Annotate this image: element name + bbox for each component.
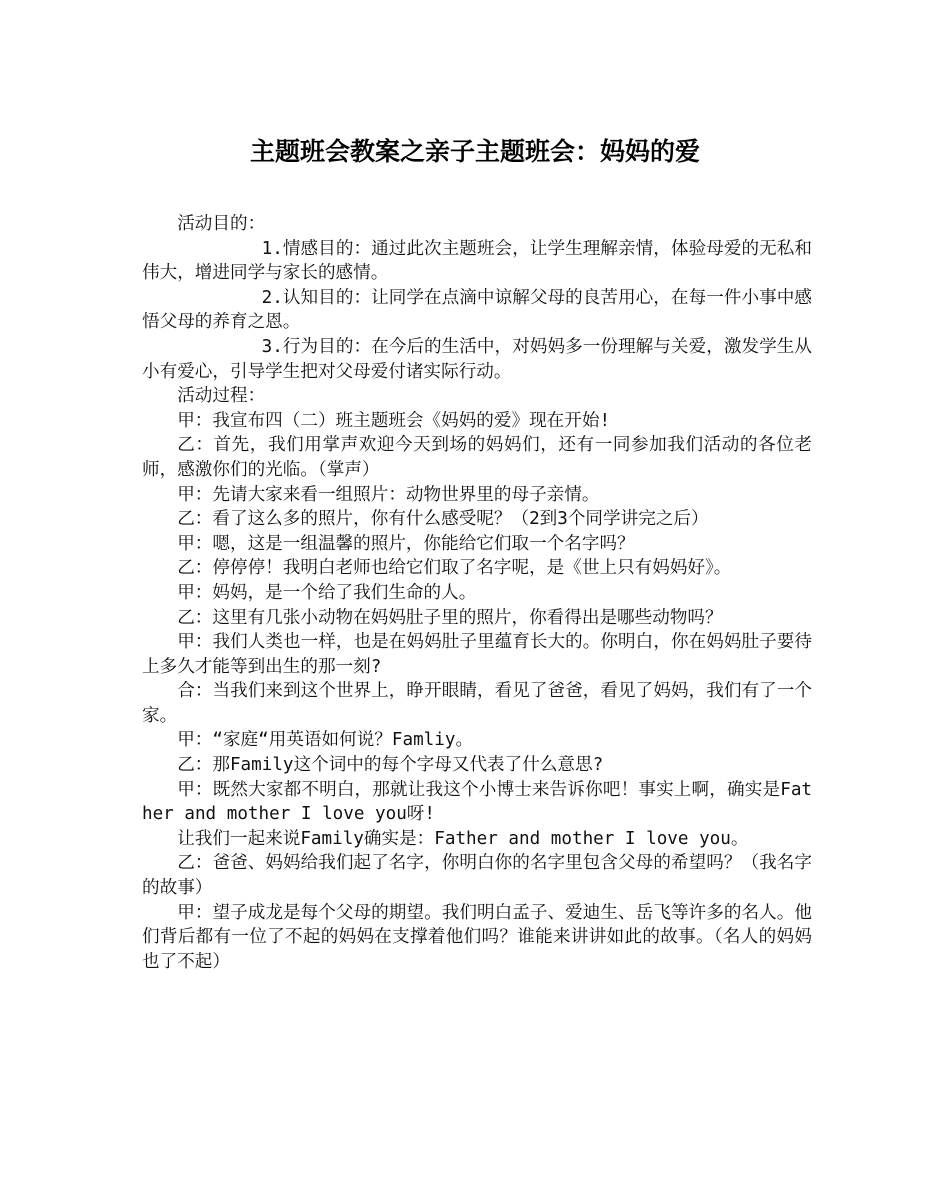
paragraph: 乙：爸爸、妈妈给我们起了名字，你明白你的名字里包含父母的希望吗？（我名字的故事）: [142, 853, 812, 899]
paragraph: 甲：既然大家都不明白，那就让我这个小博士来告诉你吧！事实上啊，确实是Father and mother I love you呀!: [142, 779, 812, 825]
paragraph: 让我们一起来说Family确实是：Father and mother I love you。: [177, 828, 749, 849]
paragraph: 乙：停停停！我明白老师也给它们取了名字呢，是《世上只有妈妈好》。: [177, 558, 732, 579]
paragraph: 甲：妈妈，是一个给了我们生命的人。: [177, 582, 477, 603]
document-title: 主题班会教案之亲子主题班会：妈妈的爱: [249, 137, 700, 166]
paragraph: 2.认知目的：让同学在点滴中谅解父母的良苦用心，在每一件小事中感悟父母的养育之恩。: [142, 287, 812, 333]
paragraph: 乙：这里有几张小动物在妈妈肚子里的照片，你看得出是哪些动物吗？: [177, 607, 723, 628]
document-body: [142, 212, 812, 974]
paragraph: 活动过程：: [177, 386, 266, 407]
paragraph: 乙：那Family这个词中的每个字母又代表了什么意思?: [177, 755, 604, 776]
paragraph: 甲：“家庭“用英语如何说？Famliy。: [177, 730, 474, 751]
paragraph: 乙：首先，我们用掌声欢迎今天到场的妈妈们，还有一同参加我们活动的各位老师，感激你们的光临。（掌声）: [142, 435, 812, 480]
paragraph: 甲：先请大家来看一组照片：动物世界里的母子亲情。: [177, 484, 600, 505]
paragraph: 甲：嗯，这是一组温馨的照片，你能给它们取一个名字吗？: [177, 533, 635, 554]
paragraph: 合：当我们来到这个世界上，睁开眼睛，看见了爸爸，看见了妈妈，我们有了一个家。: [142, 681, 812, 726]
paragraph: 甲：我们人类也一样，也是在妈妈肚子里蕴育长大的。你明白，你在妈妈肚子要待上多久才能等到出生的那一刻?: [142, 632, 812, 677]
paragraph: 乙：看了这么多的照片，你有什么感受呢？（2到3个同学讲完之后）: [177, 509, 709, 530]
paragraph: 3.行为目的：在今后的生活中，对妈妈多一份理解与关爱，激发学生从小有爱心，引导学生把对父母爱付诸实际行动。: [142, 336, 812, 382]
paragraph: 甲：望子成龙是每个父母的期望。我们明白孟子、爱迪生、岳飞等许多的名人。他们背后都有一位了不起的妈妈在支撑着他们吗？谁能来讲讲如此的故事。（名人的妈妈也了不起）: [142, 902, 812, 972]
paragraph: 甲：我宣布四（二）班主题班会《妈妈的爱》现在开始!: [177, 410, 611, 431]
paragraph: 活动目的：: [177, 214, 266, 234]
paragraph: 1.情感目的：通过此次主题班会，让学生理解亲情，体验母爱的无私和伟大，增进同学与家长的感情。: [142, 238, 812, 284]
